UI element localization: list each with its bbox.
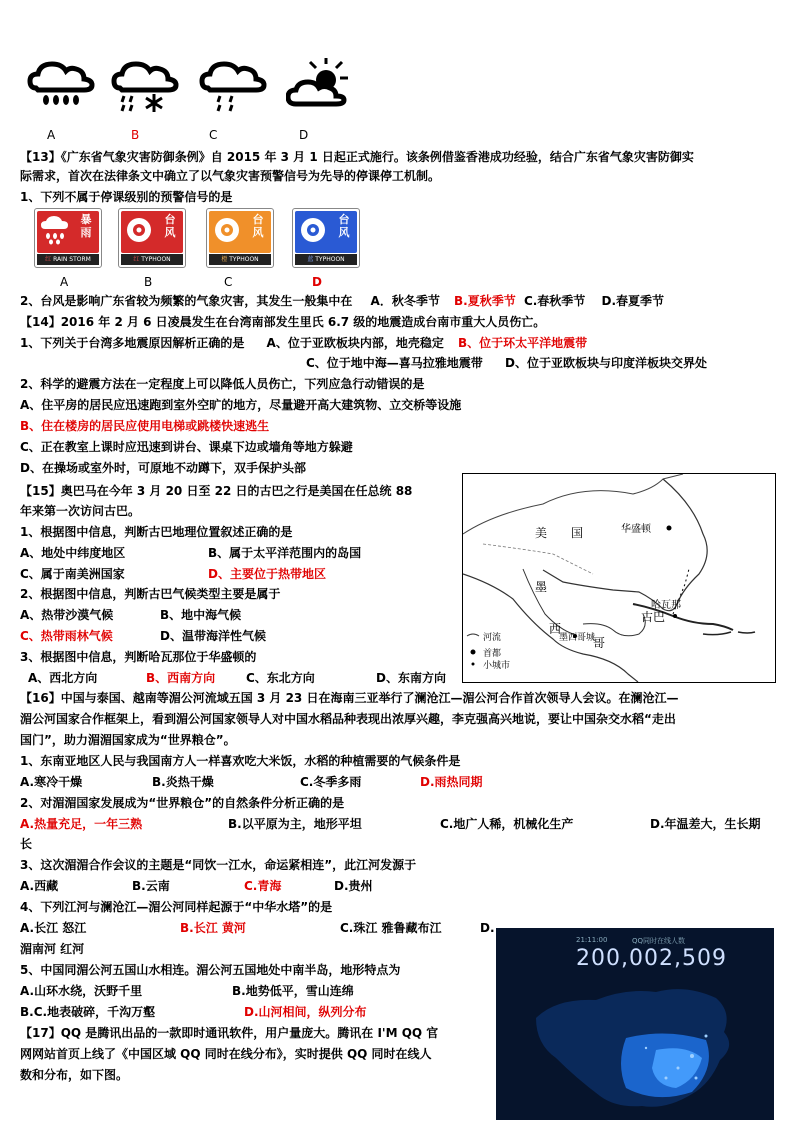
signal-color-word: 红: [133, 256, 140, 263]
typhoon-icon: [213, 215, 241, 245]
q14-q2-d: D、在操场或室外时，可原地不动蹲下，双手保护头部: [20, 461, 306, 475]
legend-capital: 首都: [483, 649, 502, 659]
rainstorm-red-signal: [34, 208, 102, 268]
q16-q1-b: B.炎热干燥: [152, 775, 214, 789]
q13-q2-stem: 2、台风是影响广东省较为频繁的气象灾害，其发生一般集中在: [20, 294, 353, 308]
q15-q3-stem: 3、根据图中信息，判断哈瓦那位于华盛顿的: [20, 650, 257, 664]
q16-q3-stem: 3、这次湄湄合作会议的主题是“同饮一江水，命运紧相连”，此江河发源于: [20, 858, 417, 872]
signal-option-d: D: [312, 275, 322, 289]
q15-q2-ab: [20, 607, 242, 623]
q15-q2-a: A、热带沙漠气候: [20, 608, 114, 622]
weather-option-d: D: [299, 128, 309, 142]
q16-q4-stem: 4、下列江河与澜沧江—湄公河同样起源于“中华水塔”的是: [20, 900, 333, 914]
q16-intro-2: 湄公河国家合作框架上，看到湄公河国家领导人对中国水稻品种表现出浓厚兴趣，李克强高兴地说，要让中国杂交水稻“走出: [20, 712, 676, 726]
typhoon-red-signal: [118, 208, 186, 268]
q16-q5-b: B.地势低平，雪山连绵: [232, 984, 354, 998]
q16-q5-a: A.山环水绕，沃野千里: [20, 984, 143, 998]
signal-char-1: 暴: [80, 213, 92, 226]
q13-q2-d: D.春夏季节: [601, 294, 665, 308]
signal-char-2: 风: [164, 226, 176, 239]
q17-intro-2: 网网站首页上线了《中国区域 QQ 同时在线分布》，实时提供 QQ 同时在线人: [20, 1047, 432, 1061]
map-label-cuba: 古巴: [641, 610, 666, 624]
q16-q4-b: B.长江 黄河: [180, 921, 246, 935]
q16-q1-a: A.寒冷干燥: [20, 775, 83, 789]
qq-time: 21:11:00: [576, 936, 608, 944]
typhoon-orange-signal: [206, 208, 274, 268]
q17-intro-1: 【17】QQ 是腾讯出品的一款即时通讯软件，用户量庞大。腾讯在 I'M QQ 官: [20, 1026, 439, 1040]
typhoon-blue-signal: [292, 208, 360, 268]
qq-online-counter: 200,002,509: [576, 946, 727, 971]
signal-en: TYPHOON: [229, 256, 259, 263]
q13-q2: [20, 293, 664, 309]
q16-q4-d-cont: 湄南河 红河: [20, 942, 85, 956]
signal-option-a: A: [60, 275, 69, 289]
signal-char-1: 台: [164, 213, 176, 226]
signal-color-word: 蓝: [307, 256, 314, 263]
q16-q2-stem: 2、对湄湄国家发展成为“世界粮仓”的自然条件分析正确的是: [20, 796, 345, 810]
q14-q2-b: B、住在楼房的居民应使用电梯或跳楼快速逃生: [20, 419, 270, 433]
q15-q1-b: B、属于太平洋范围内的岛国: [208, 546, 362, 560]
qq-caption: QQ同时在线人数: [632, 937, 686, 945]
q14-q2-c: C、正在教室上课时应迅速到讲台、课桌下边或墙角等地方躲避: [20, 440, 353, 454]
q16-q2-c: C.地广人稀，机械化生产: [440, 817, 574, 831]
q16-q2-b: B.以平原为主，地形平坦: [228, 817, 362, 831]
map-label-washington: 华盛顿: [621, 524, 651, 535]
q14-q1-a: A、位于亚欧板块内部，地壳稳定: [266, 336, 444, 350]
q15-q3-c: C、东北方向: [246, 671, 315, 685]
q13-intro-1: 【13】《广东省气象灾害防御条例》自 2015 年 3 月 1 日起正式施行。该条例借鉴香港成功经验，结合广东省气象灾害防御实: [20, 150, 694, 164]
q15-intro-2: 年来第一次访问古巴。: [20, 504, 141, 518]
map-label-mexico-1: 墨: [535, 580, 548, 594]
q14-q2-a: A、住平房的居民应迅速跑到室外空旷的地方，尽量避开高大建筑物、立交桥等设施: [20, 398, 462, 412]
q16-q1-options: [20, 774, 483, 790]
signal-char-1: 台: [338, 213, 350, 226]
map-label-mexico-city: 墨西哥城: [559, 633, 596, 643]
q14-q1: [20, 335, 587, 351]
typhoon-icon: [125, 215, 153, 245]
q16-q5-ab: [20, 983, 354, 999]
q15-q3-options: [28, 670, 446, 686]
q16-q4-options: [20, 920, 495, 936]
q15-q1-d: D、主要位于热带地区: [208, 567, 326, 581]
q16-q5-stem: 5、中国同湄公河五国山水相连。湄公河五国地处中南半岛，地形特点为: [20, 963, 401, 977]
qq-online-distribution-map: [496, 928, 774, 1120]
signal-color-word: 橙: [221, 256, 228, 263]
signal-en: TYPHOON: [315, 256, 345, 263]
q16-q1-c: C.冬季多雨: [300, 775, 362, 789]
q16-q4-c: C.珠江 雅鲁藏布江: [340, 921, 442, 935]
map-label-mexico-2: 西: [549, 622, 562, 636]
north-america-map-drawing: [463, 474, 775, 682]
q13-q2-c: C.春秋季节: [523, 294, 586, 308]
q16-q3-d: D.贵州: [334, 879, 373, 893]
q13-q2-b: B.夏秋季节: [454, 294, 516, 308]
q15-q2-b: B、地中海气候: [160, 608, 242, 622]
light-rain-cloud-icon: [198, 58, 268, 114]
heavy-rain-cloud-icon: [26, 58, 96, 114]
q16-q2-a: A.热量充足，一年三熟: [20, 817, 143, 831]
q16-q5-c: B.C.地表破碎，千沟万壑: [20, 1005, 156, 1019]
q16-q3-options: [20, 878, 373, 894]
q15-q3-b: B、西南方向: [146, 671, 216, 685]
q14-q2-stem: 2、科学的避震方法在一定程度上可以降低人员伤亡，下列应急行动错误的是: [20, 377, 425, 391]
cuba-region-map: [462, 473, 776, 683]
q16-q2-options: [20, 816, 761, 832]
q16-q5-d: D.山河相间，纵列分布: [244, 1005, 367, 1019]
q14-q1-c: C、位于地中海—喜马拉雅地震带: [306, 356, 483, 370]
q16-q5-cd: [20, 1004, 367, 1020]
weather-option-c: C: [209, 128, 218, 142]
q13-intro-2: 际需求，首次在法律条文中确立了以气象灾害预警信号为先导的停课停工机制。: [20, 169, 441, 183]
q14-intro: 【14】2016 年 2 月 6 日凌晨发生在台湾南部发生里氏 6.7 级的地震造成台南市重大人员伤亡。: [20, 315, 546, 329]
signal-option-c: C: [224, 275, 233, 289]
q15-q1-a: A、地处中纬度地区: [20, 546, 126, 560]
q13-q2-a: A．秋冬季节: [370, 294, 440, 308]
signal-color-word: 红: [45, 256, 52, 263]
q15-intro-1: 【15】奥巴马在今年 3 月 20 日至 22 日的古巴之行是美国在任总统 88: [20, 484, 413, 498]
q15-q1-c: C、属于南美洲国家: [20, 567, 125, 581]
sun-behind-cloud-icon: [286, 58, 356, 114]
q17-intro-3: 数和分布，如下图。: [20, 1068, 129, 1082]
q16-q4-a: A.长江 怒江: [20, 921, 87, 935]
weather-option-b: B: [131, 128, 140, 142]
q16-q3-c: C.青海: [244, 879, 282, 893]
q15-q2-c: C、热带雨林气候: [20, 629, 113, 643]
q16-q4-d: D.: [480, 921, 495, 935]
rain-cloud-icon: [40, 215, 70, 245]
q16-q2-d-cont: 长: [20, 837, 33, 851]
signal-en: TYPHOON: [141, 256, 171, 263]
q16-q2-d: D.年温差大，生长期: [650, 817, 761, 831]
q13-q1-stem: 1、下列不属于停课级别的预警信号的是: [20, 190, 233, 204]
q15-q1-stem: 1、根据图中信息，判断古巴地理位置叙述正确的是: [20, 525, 293, 539]
q15-q3-a: A、西北方向: [28, 671, 98, 685]
q14-q1-cd: [306, 355, 707, 371]
signal-option-b: B: [144, 275, 153, 289]
q14-q1-b: B、位于环太平洋地震带: [458, 336, 588, 350]
weather-option-a: A: [47, 128, 56, 142]
q15-q2-stem: 2、根据图中信息，判断古巴气候类型主要是属于: [20, 587, 281, 601]
signal-char-2: 雨: [80, 226, 92, 239]
signal-en: RAIN STORM: [53, 256, 91, 263]
signal-char-2: 风: [252, 226, 264, 239]
map-label-mexico-3: 哥: [593, 636, 606, 650]
q14-q1-stem: 1、下列关于台湾多地震原因解析正确的是: [20, 336, 245, 350]
signal-char-2: 风: [338, 226, 350, 239]
map-label-usa: 美 国: [535, 526, 584, 540]
typhoon-icon: [299, 215, 327, 245]
signal-char-1: 台: [252, 213, 264, 226]
q15-q1-ab: [20, 545, 362, 561]
q16-q3-a: A.西藏: [20, 879, 59, 893]
q16-intro-1: 【16】中国与泰国、越南等湄公河流域五国 3 月 23 日在海南三亚举行了澜沧江—湄公河合作首次领导人会议。在澜沧江—: [20, 691, 679, 705]
q16-q1-d: D.雨热同期: [420, 775, 483, 789]
q15-q2-cd: [20, 628, 266, 644]
q16-intro-3: 国门”，助力湄湄国家成为“世界粮仓”。: [20, 733, 236, 747]
q16-q3-b: B.云南: [132, 879, 170, 893]
q15-q1-cd: [20, 566, 326, 582]
legend-city: 小城市: [483, 661, 511, 671]
map-label-havana: 哈瓦那: [651, 600, 681, 611]
legend-river: 河流: [483, 633, 502, 643]
q15-q2-d: D、温带海洋性气候: [160, 629, 266, 643]
sleet-snow-cloud-icon: [110, 58, 180, 114]
q14-q1-d: D、位于亚欧板块与印度洋板块交界处: [505, 356, 707, 370]
q16-q1-stem: 1、东南亚地区人民与我国南方人一样喜欢吃大米饭，水稻的种植需要的气候条件是: [20, 754, 461, 768]
q15-q3-d: D、东南方向: [376, 671, 446, 685]
